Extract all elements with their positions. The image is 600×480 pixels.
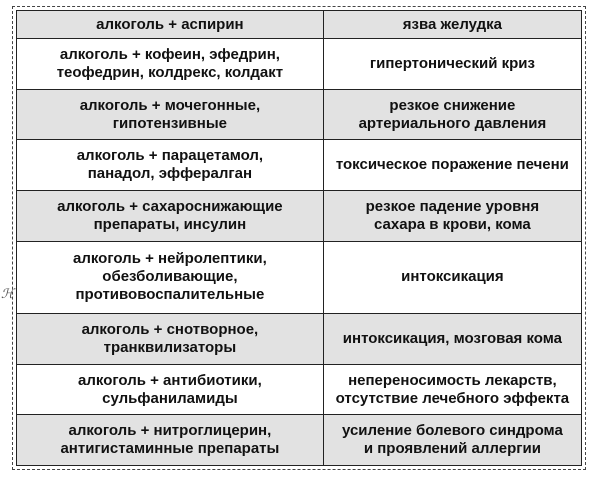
effect-cell: интоксикация	[323, 241, 581, 314]
effect-cell: непереносимость лекарств, отсутствие лечебного эффекта	[323, 364, 581, 415]
table-row	[17, 89, 582, 140]
effect-cell: язва желудка	[323, 11, 581, 39]
combination-cell: алкоголь + снотворное, транквилизаторы	[17, 314, 324, 365]
combination-cell: алкоголь + антибиотики, сульфаниламиды	[17, 364, 324, 415]
combination-cell: алкоголь + нейролептики, обезболивающие, противовоспалительные	[17, 241, 324, 314]
table-row	[17, 140, 582, 191]
combination-cell: алкоголь + парацетамол, панадол, эффералган	[17, 140, 324, 191]
margin-marker: ℋ	[1, 286, 14, 301]
effect-cell: токсическое поражение печени	[323, 140, 581, 191]
effect-cell: резкое падение уровня сахара в крови, кома	[323, 191, 581, 242]
combination-cell: алкоголь + кофеин, эфедрин, теофедрин, колдрекс, колдакт	[17, 39, 324, 90]
table-frame	[12, 6, 586, 470]
effect-cell: резкое снижение артериального давления	[323, 89, 581, 140]
combination-cell: алкоголь + нитроглицерин, антигистаминные препараты	[17, 415, 324, 466]
table-row	[17, 39, 582, 90]
table-row	[17, 241, 582, 314]
interaction-table	[16, 10, 582, 466]
table-row	[17, 191, 582, 242]
effect-cell: интоксикация, мозговая кома	[323, 314, 581, 365]
table-row	[17, 415, 582, 466]
combination-cell: алкоголь + мочегонные, гипотензивные	[17, 89, 324, 140]
table-row	[17, 11, 582, 39]
table-body	[17, 11, 582, 466]
combination-cell: алкоголь + аспирин	[17, 11, 324, 39]
effect-cell: гипертонический криз	[323, 39, 581, 90]
combination-cell: алкоголь + сахароснижающие препараты, инсулин	[17, 191, 324, 242]
effect-cell: усиление болевого синдрома и проявлений аллергии	[323, 415, 581, 466]
table-row	[17, 314, 582, 365]
table-row	[17, 364, 582, 415]
